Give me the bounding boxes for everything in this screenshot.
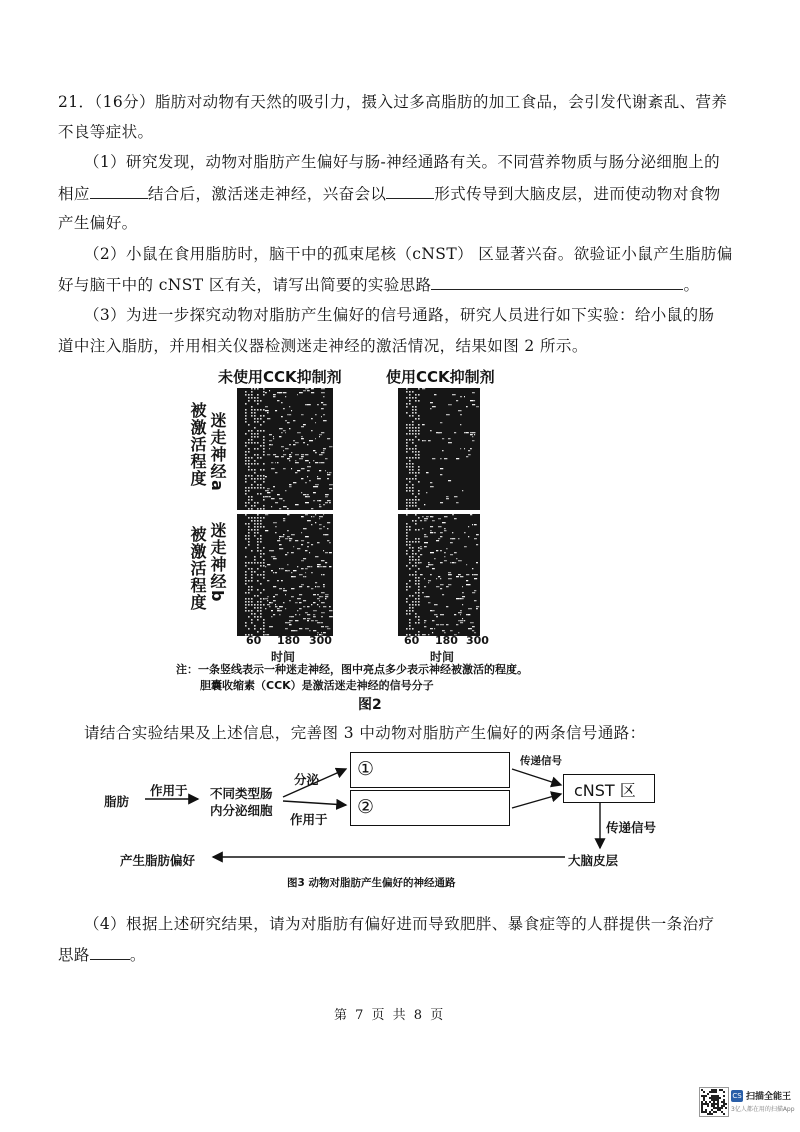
q1-line3: 产生偏好。 [58,214,138,232]
fig3-box-2[interactable] [350,790,510,826]
qr-module [705,1103,707,1105]
qr-module [701,1107,703,1109]
qr-module [703,1099,705,1101]
qr-module [707,1105,709,1107]
qr-module [707,1093,709,1095]
qr-module [709,1113,711,1115]
qr-module [725,1107,727,1109]
qr-module [703,1097,705,1099]
qr-module [717,1097,719,1099]
tick-left-60: 60 [246,634,262,647]
qr-module [713,1089,715,1091]
qr-module [717,1095,719,1097]
q2-text-a: 好与脑干中的 cNST 区有关，请写出简要的实验思路 [58,276,432,294]
fig2-side-label-bottom: 被激活程度 [188,526,207,611]
qr-module [711,1113,713,1115]
qr-module [713,1111,715,1113]
qr-module [701,1111,703,1113]
xlabel-right: 时间 [430,650,455,664]
fig3-cells-line2: 内分泌细胞 [210,803,273,818]
fig2-caption: 图2 [358,697,382,713]
qr-module [705,1095,707,1097]
qr-module [717,1107,719,1109]
qr-module [723,1105,725,1107]
qr-module [715,1111,717,1113]
tick-right-300: 300 [466,634,489,647]
q2-text-b: 。 [683,276,700,294]
fig3-transmit-2: 传递信号 [606,820,657,835]
qr-module [711,1103,713,1105]
q1-text-a: 相应 [58,185,90,203]
qr-module [713,1107,715,1109]
fig2-row-b-label: 迷走神经b [208,522,227,603]
camscanner-logo-icon: CS [732,1092,742,1100]
qr-module [713,1095,715,1097]
q3-line1: （3）为进一步探究动物对脂肪产生偏好的信号通路，研究人员进行如下实验：给小鼠的肠 [84,306,715,324]
qr-module [709,1111,711,1113]
fig2-side-label-top: 被激活程度 [188,402,207,487]
qr-module [701,1089,703,1091]
qr-module [719,1107,721,1109]
qr-module [701,1105,703,1107]
qr-module [723,1113,725,1115]
fig3-preference: 产生脂肪偏好 [120,853,196,868]
fig2-note-1: 注：一条竖线表示一种迷走神经，图中亮点多少表示神经被激活的程度。 [176,663,528,676]
tick-left-300: 300 [309,634,332,647]
qr-module [713,1099,715,1101]
qr-module [721,1089,723,1091]
qr-module [717,1109,719,1111]
qr-module [711,1089,713,1091]
qr-module [711,1091,713,1093]
qr-module [723,1091,725,1093]
qr-module [701,1095,703,1097]
qr-module [723,1099,725,1101]
qr-module [723,1101,725,1103]
qr-module [719,1109,721,1111]
qr-module [703,1111,705,1113]
qr-module [719,1089,721,1091]
q1-text-c: 形式传导到大脑皮层，进而使动物对食物 [434,185,721,203]
qr-module [715,1097,717,1099]
qr-module [709,1097,711,1099]
fig3-acts-on-2: 作用于 [290,812,328,827]
fig3-slot-1: ① [357,758,375,780]
fig3-cnst-box [563,774,655,803]
qr-module [715,1103,717,1105]
camscanner-tagline: 3亿人都在用的扫描App [731,1106,795,1113]
qr-module [717,1099,719,1101]
question-header: 21．（16分）脂肪对动物有天然的吸引力，摄入过多高脂肪的加工食品，会引发代谢紊乱、营养 [58,93,728,111]
qr-module [711,1095,713,1097]
question-header-cont: 不良等症状。 [58,123,154,141]
page-number: 第 7 页 共 8 页 [334,1008,446,1023]
fig3-cortex: 大脑皮层 [568,853,619,868]
fig3-secrete: 分泌 [294,772,320,787]
qr-module [717,1101,719,1103]
q2-line1: （2）小鼠在食用脂肪时，脑干中的孤束尾核（cNST） 区显著兴奋。欲验证小鼠产生脂肪偏 [84,245,733,263]
xlabel-left: 时间 [271,650,296,664]
qr-module [709,1101,711,1103]
qr-module [717,1105,719,1107]
q3-line3: 请结合实验结果及上述信息，完善图 3 中动物对脂肪产生偏好的两条信号通路： [84,724,646,742]
q4-text-b: 。 [129,946,146,964]
qr-module [707,1113,709,1115]
qr-module [703,1095,705,1097]
fig3-acts-on-1: 作用于 [150,783,188,798]
qr-module [711,1109,713,1111]
qr-module [703,1103,705,1105]
fig3-transmit-1: 传递信号 [520,755,562,767]
qr-module [713,1105,715,1107]
tick-right-180: 180 [435,634,458,647]
qr-pattern [700,1088,728,1116]
fig3-cnst: cNST 区 [574,781,636,800]
qr-module [721,1105,723,1107]
qr-module [709,1091,711,1093]
fig3-fat: 脂肪 [104,794,130,809]
qr-module [719,1097,721,1099]
qr-module [717,1103,719,1105]
q4-line2 [58,944,146,965]
qr-module [715,1095,717,1097]
qr-module [705,1111,707,1113]
qr-module [721,1111,723,1113]
fig3-caption: 图3 动物对脂肪产生偏好的神经通路 [287,877,456,889]
fig2-title-right: 使用CCK抑制剂 [386,368,495,386]
qr-module [711,1097,713,1099]
qr-module [715,1091,717,1093]
camscanner-name: 扫描全能王 [746,1092,792,1102]
qr-module [711,1099,713,1101]
q4-line1: （4）根据上述研究结果，请为对脂肪有偏好进而导致肥胖、暴食症等的人群提供一条治疗 [84,915,715,933]
qr-module [705,1109,707,1111]
qr-module [707,1103,709,1105]
fig3-slot-2: ② [357,796,375,818]
qr-module [701,1109,703,1111]
qr-module [721,1107,723,1109]
fig3-box-1[interactable] [350,752,510,788]
qr-module [723,1103,725,1105]
qr-module [705,1101,707,1103]
qr-module [713,1101,715,1103]
qr-module [713,1103,715,1105]
qr-module [701,1101,703,1103]
fig2-title-left: 未使用CCK抑制剂 [218,368,342,386]
qr-module [715,1099,717,1101]
q1-text-b: 结合后，激活迷走神经，兴奋会以 [147,185,387,203]
qr-module [713,1091,715,1093]
qr-module [711,1105,713,1107]
qr-module [715,1107,717,1109]
fig2-note-2: 胆囊收缩素（CCK）是激活迷走神经的信号分子 [200,679,434,692]
qr-module [723,1095,725,1097]
fig2-row-a-label: 迷走神经a [208,412,227,492]
answer-blank-4[interactable] [90,944,130,960]
qr-module [701,1103,703,1105]
fig3-cells-line1: 不同类型肠 [210,786,273,801]
qr-module [715,1089,717,1091]
q1-line1: （1）研究发现，动物对脂肪产生偏好与肠-神经通路有关。不同营养物质与肠分泌细胞上的 [84,153,721,171]
qr-module [713,1097,715,1099]
qr-module [703,1091,705,1093]
qr-module [725,1103,727,1105]
tick-right-60: 60 [404,634,420,647]
q4-text-a: 思路 [58,946,90,964]
q3-line2: 道中注入脂肪，并用相关仪器检测迷走神经的激活情况，结果如图 2 所示。 [58,337,588,355]
tick-left-180: 180 [277,634,300,647]
qr-module [721,1101,723,1103]
qr-code-icon [699,1087,729,1117]
